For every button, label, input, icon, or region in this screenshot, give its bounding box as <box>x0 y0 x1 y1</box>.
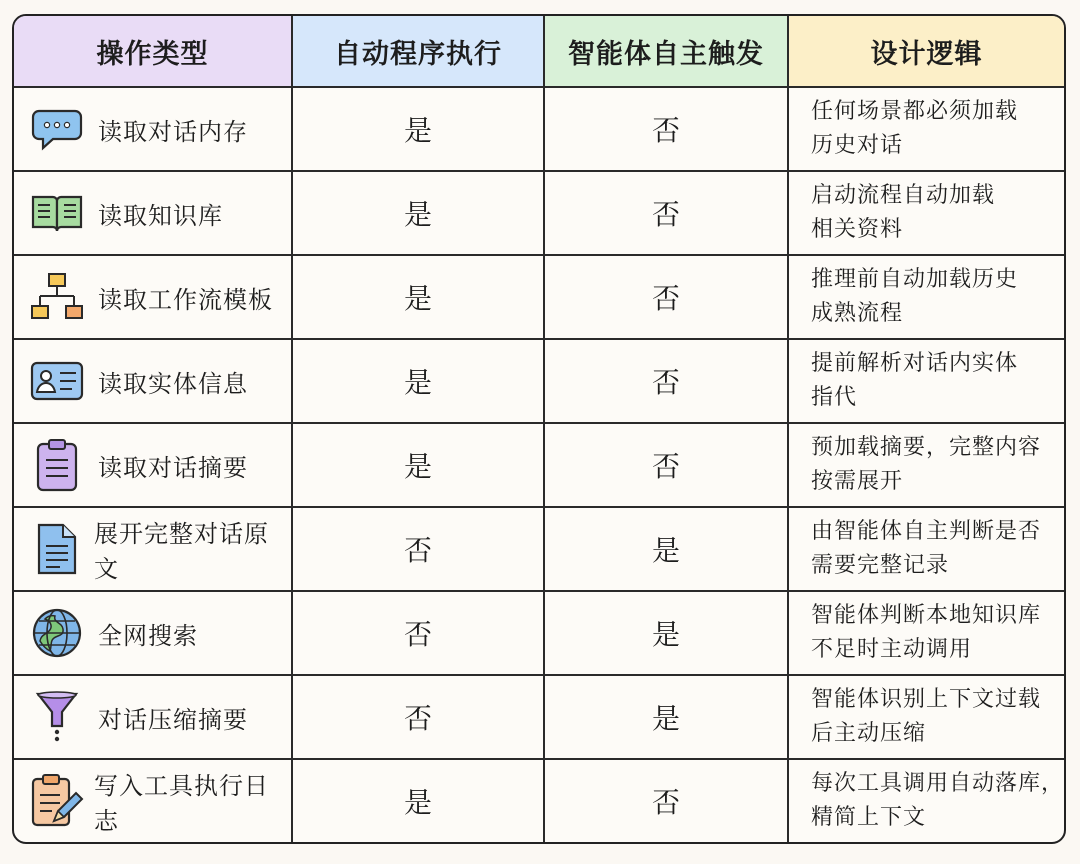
operation-cell <box>14 255 292 339</box>
logic-line: 需要完整记录 <box>811 553 950 578</box>
agent-trigger-cell: 否 <box>544 339 788 423</box>
agent-trigger-cell: 是 <box>544 591 788 675</box>
logic-line: 智能体识别上下文过载 <box>811 687 1042 712</box>
table-row <box>14 423 1064 507</box>
header-agent-trigger: 智能体自主触发 <box>544 16 788 87</box>
document-icon <box>30 522 84 576</box>
design-logic-cell <box>788 87 1064 171</box>
auto-program-cell: 是 <box>292 339 544 423</box>
agent-trigger-cell: 否 <box>544 87 788 171</box>
operation-cell <box>14 591 292 675</box>
design-logic-cell <box>788 759 1064 842</box>
design-logic-cell <box>788 423 1064 507</box>
logic-line: 按需展开 <box>811 469 904 494</box>
operation-cell <box>14 171 292 255</box>
operation-cell <box>14 507 292 591</box>
design-logic-cell <box>788 339 1064 423</box>
operation-cell <box>14 339 292 423</box>
design-logic-cell <box>788 675 1064 759</box>
operation-label: 读取实体信息 <box>98 369 248 398</box>
auto-program-cell: 是 <box>292 87 544 171</box>
agent-trigger-cell: 是 <box>544 675 788 759</box>
logic-line: 不足时主动调用 <box>811 637 973 662</box>
agent-trigger-cell: 否 <box>544 423 788 507</box>
logic-line: 智能体判断本地知识库 <box>811 603 1042 628</box>
operation-label: 读取工作流模板 <box>98 285 273 314</box>
design-logic-cell <box>788 171 1064 255</box>
operation-label: 读取知识库 <box>98 201 223 230</box>
logic-line: 提前解析对话内实体 <box>811 351 1019 376</box>
logic-line: 相关资料 <box>811 217 904 242</box>
operation-label: 读取对话内存 <box>98 117 248 146</box>
header-design-logic: 设计逻辑 <box>788 16 1064 87</box>
logic-line: 指代 <box>811 385 858 410</box>
agent-trigger-cell: 否 <box>544 759 788 842</box>
auto-program-cell: 否 <box>292 591 544 675</box>
table-row <box>14 759 1064 842</box>
table-row <box>14 87 1064 171</box>
operation-cell <box>14 87 292 171</box>
operation-cell <box>14 675 292 759</box>
logic-line: 精简上下文 <box>811 805 927 830</box>
table-row <box>14 171 1064 255</box>
auto-program-cell: 是 <box>292 423 544 507</box>
clipboard-icon <box>30 438 84 492</box>
id-card-icon <box>30 354 84 408</box>
operation-cell <box>14 759 292 842</box>
operations-table <box>14 16 1064 842</box>
table-row <box>14 255 1064 339</box>
auto-program-cell: 否 <box>292 675 544 759</box>
logic-line: 成熟流程 <box>811 301 904 326</box>
book-icon <box>30 186 84 240</box>
design-logic-cell <box>788 507 1064 591</box>
table-header-row <box>14 16 1064 87</box>
table-row <box>14 339 1064 423</box>
clipboard-pencil-icon <box>30 774 84 828</box>
operation-label: 写入工具执行日志 <box>94 772 269 835</box>
logic-line: 任何场景都必须加载 <box>811 99 1019 124</box>
logic-line: 推理前自动加载历史 <box>811 267 1019 292</box>
auto-program-cell: 是 <box>292 255 544 339</box>
logic-line: 由智能体自主判断是否 <box>811 519 1042 544</box>
logic-line: 每次工具调用自动落库， <box>811 771 1065 796</box>
logic-line: 启动流程自动加载 <box>811 183 996 208</box>
header-operation-type: 操作类型 <box>14 16 292 87</box>
agent-trigger-cell: 否 <box>544 171 788 255</box>
flowchart-icon <box>30 270 84 324</box>
operation-label: 读取对话摘要 <box>98 453 248 482</box>
design-logic-cell <box>788 591 1064 675</box>
operation-cell <box>14 423 292 507</box>
logic-line: 后主动压缩 <box>811 721 927 746</box>
agent-trigger-cell: 否 <box>544 255 788 339</box>
design-logic-cell <box>788 255 1064 339</box>
table-row <box>14 591 1064 675</box>
operation-label: 对话压缩摘要 <box>98 705 248 734</box>
logic-line: 预加载摘要，完整内容 <box>811 435 1042 460</box>
table-row <box>14 675 1064 759</box>
agent-trigger-cell: 是 <box>544 507 788 591</box>
operation-label: 展开完整对话原文 <box>94 520 269 583</box>
operation-label: 全网搜索 <box>98 621 198 650</box>
auto-program-cell: 是 <box>292 759 544 842</box>
chat-bubble-icon <box>30 102 84 156</box>
globe-icon <box>30 606 84 660</box>
logic-line: 历史对话 <box>811 133 904 158</box>
auto-program-cell: 否 <box>292 507 544 591</box>
funnel-icon <box>30 690 84 744</box>
operations-table-container <box>12 14 1066 844</box>
auto-program-cell: 是 <box>292 171 544 255</box>
header-auto-program: 自动程序执行 <box>292 16 544 87</box>
table-row <box>14 507 1064 591</box>
